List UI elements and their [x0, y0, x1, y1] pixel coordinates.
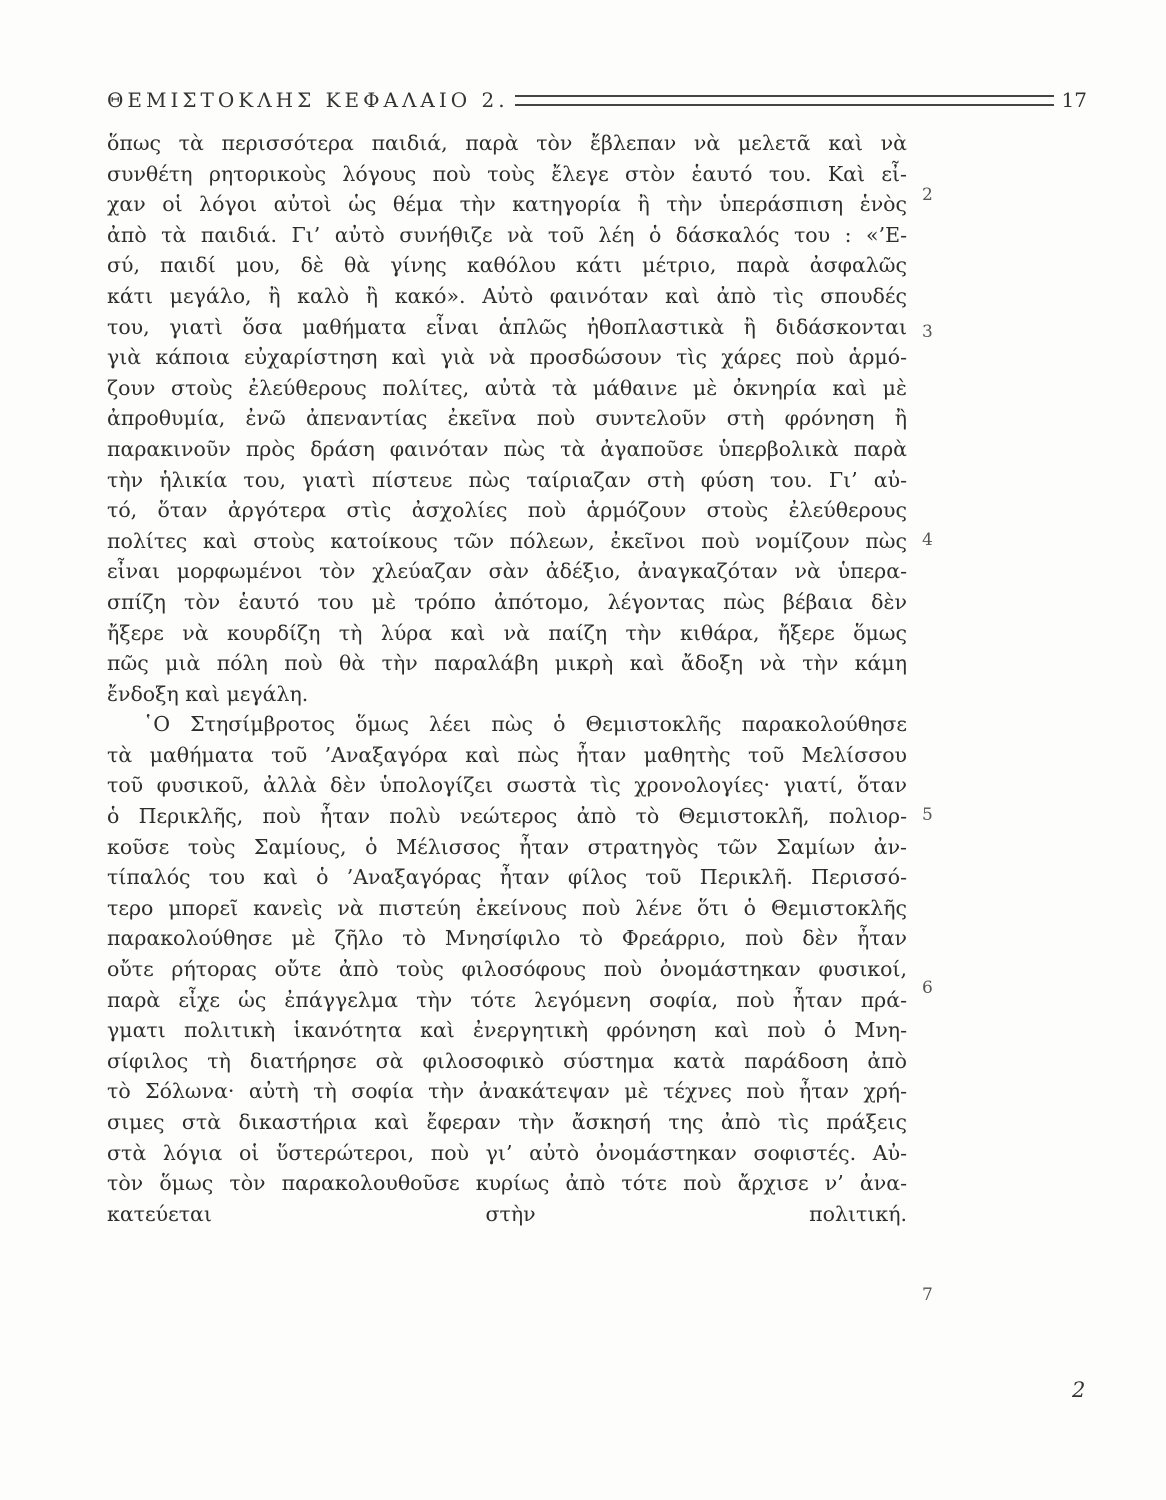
text-line: ὁ Περικλῆς, ποὺ ἦταν πολὺ νεώτερος ἀπὸ τὸ Θεμιστοκλῆ, πολιορ- — [107, 804, 907, 829]
text-line: παρὰ εἶχε ὡς ἐπάγγελμα τὴν τότε λεγόμενη σοφία, ποὺ ἦταν πρά- — [107, 987, 907, 1012]
text-line: ζουν στοὺς ἐλεύθερους πολίτες, αὐτὰ τὰ μάθαινε μὲ ὀκνηρία καὶ μὲ — [107, 375, 907, 400]
text-line: ἀπροθυμία, ἐνῶ ἀπεναντίας ἐκεῖνα ποὺ συντελοῦν στὴ φρόνηση ἢ — [107, 406, 907, 431]
text-line: σύ, παιδί μου, δὲ θὰ γίνης καθόλου κάτι μέτριο, παρὰ ἀσφαλῶς — [107, 253, 907, 278]
header-double-rule — [515, 95, 1054, 106]
running-title: ΘΕΜΙΣΤΟΚΛΗΣ ΚΕΦΑΛΑΙΟ 2. — [107, 88, 509, 112]
signature-mark: 2 — [1072, 1378, 1086, 1402]
text-line: κοῦσε τοὺς Σαμίους, ὁ Μέλισσος ἦταν στρατηγὸς τῶν Σαμίων ἀν- — [107, 834, 907, 859]
text-line: τὸ Σόλωνα· αὐτὴ τὴ σοφία τὴν ἀνακάτεψαν μὲ τέχνες ποὺ ἦταν χρή- — [107, 1079, 907, 1104]
text-line: εἶναι μορφωμένοι τὸν χλεύαζαν σὰν ἀδέξιο, ἀναγκαζόταν νὰ ὑπερα- — [107, 559, 907, 584]
running-header — [107, 84, 1087, 116]
text-line: ῾Ο Στησίμβροτος ὅμως λέει πὼς ὁ Θεμιστοκλῆς παρακολούθησε — [143, 712, 907, 737]
text-line: κατεύεται στὴν πολιτική. — [107, 1201, 907, 1226]
text-line: τὰ μαθήματα τοῦ ’Αναξαγόρα καὶ πὼς ἦταν μαθητὴς τοῦ Μελίσσου — [107, 742, 907, 767]
text-line: σπίζη τὸν ἑαυτό του μὲ τρόπο ἀπότομο, λέγοντας πὼς βέβαια δὲν — [107, 589, 907, 614]
text-line: συνθέτη ρητορικοὺς λόγους ποὺ τοὺς ἔλεγε στὸν ἑαυτό του. Καὶ εἶ- — [107, 161, 907, 186]
text-line: παρακολούθησε μὲ ζῆλο τὸ Μνησίφιλο τὸ Φρεάρριο, ποὺ δὲν ἦταν — [107, 926, 907, 951]
section-number: 7 — [922, 1285, 933, 1305]
text-line: οὔτε ρήτορας οὔτε ἀπὸ τοὺς φιλοσόφους ποὺ ὀνομάστηκαν φυσικοί, — [107, 957, 907, 982]
text-line — [107, 1229, 907, 1260]
text-line: τὸν ὅμως τὸν παρακολουθοῦσε κυρίως ἀπὸ τότε ποὺ ἄρχισε ν’ ἀνα- — [107, 1171, 907, 1196]
text-line: χαν οἱ λόγοι αὐτοὶ ὡς θέμα τὴν κατηγορία ἢ τὴν ὑπεράσπιση ἑνὸς — [107, 192, 907, 217]
text-line: κάτι μεγάλο, ἢ καλὸ ἢ κακό». Αὐτὸ φαινόταν καὶ ἀπὸ τὶς σπουδές — [107, 283, 907, 308]
text-line: παρακινοῦν πρὸς δράση φαινόταν πὼς τὰ ἀγαποῦσε ὑπερβολικὰ παρὰ — [107, 436, 907, 461]
text-line: του, γιατὶ ὅσα μαθήματα εἶναι ἁπλῶς ἠθοπλαστικὰ ἢ διδάσκονται — [107, 314, 907, 339]
text-line: στὰ λόγια οἱ ὕστερώτεροι, ποὺ γι’ αὐτὸ ὀνομάστηκαν σοφιστές. Αὐ- — [107, 1140, 907, 1165]
text-line: γιὰ κάποια εὐχαρίστηση καὶ γιὰ νὰ προσδώσουν τὶς χάρες ποὺ ἁρμό- — [107, 345, 907, 370]
text-line: σίφιλος τὴ διατήρησε σὰ φιλοσοφικὸ σύστημα κατὰ παράδοση ἀπὸ — [107, 1048, 907, 1073]
section-number: 6 — [922, 978, 933, 998]
text-line: πῶς μιὰ πόλη ποὺ θὰ τὴν παραλάβη μικρὴ καὶ ἄδοξη νὰ τὴν κάμη — [107, 651, 907, 676]
text-line: πολίτες καὶ στοὺς κατοίκους τῶν πόλεων, ἐκεῖνοι ποὺ νομίζουν πὼς — [107, 528, 907, 553]
section-number: 3 — [922, 322, 933, 342]
text-line: τίπαλός του καὶ ὁ ’Αναξαγόρας ἦταν φίλος τοῦ Περικλῆ. Περισσό- — [107, 865, 907, 890]
text-line: ἀπὸ τὰ παιδιά. Γι’ αὐτὸ συνήθιζε νὰ τοῦ λέη ὁ δάσκαλός του : «’Ε- — [107, 222, 907, 247]
text-line: σιμες στὰ δικαστήρια καὶ ἔφεραν τὴν ἄσκησή της ἀπὸ τὶς πράξεις — [107, 1110, 907, 1134]
section-number: 2 — [922, 185, 933, 205]
text-line: τὴν ἡλικία του, γιατὶ πίστευε πὼς ταίριαζαν στὴ φύση του. Γι’ αὐ- — [107, 467, 907, 492]
text-line: ἤξερε νὰ κουρδίζη τὴ λύρα καὶ νὰ παίζη τὴν κιθάρα, ἤξερε ὅμως — [107, 620, 907, 645]
section-number: 4 — [922, 530, 933, 550]
text-line: τερο μπορεῖ κανεὶς νὰ πιστεύη ἐκείνους ποὺ λένε ὅτι ὁ Θεμιστοκλῆς — [107, 895, 907, 920]
text-line: ὅπως τὰ περισσότερα παιδιά, παρὰ τὸν ἔβλεπαν νὰ μελετᾶ καὶ νὰ — [107, 131, 907, 155]
text-line: τό, ὅταν ἀργότερα στὶς ἀσχολίες ποὺ ἁρμόζουν στοὺς ἐλεύθερους — [107, 498, 907, 523]
section-number: 5 — [922, 805, 933, 825]
body-text — [107, 128, 907, 1260]
text-line: τοῦ φυσικοῦ, ἀλλὰ δὲν ὑπολογίζει σωστὰ τὶς χρονολογίες· γιατί, ὅταν — [107, 773, 907, 798]
page-number: 17 — [1061, 88, 1087, 112]
text-line: γματι πολιτικὴ ἱκανότητα καὶ ἐνεργητικὴ φρόνηση καὶ ποὺ ὁ Μνη- — [107, 1018, 907, 1043]
text-line: ἔνδοξη καὶ μεγάλη. — [107, 681, 309, 706]
